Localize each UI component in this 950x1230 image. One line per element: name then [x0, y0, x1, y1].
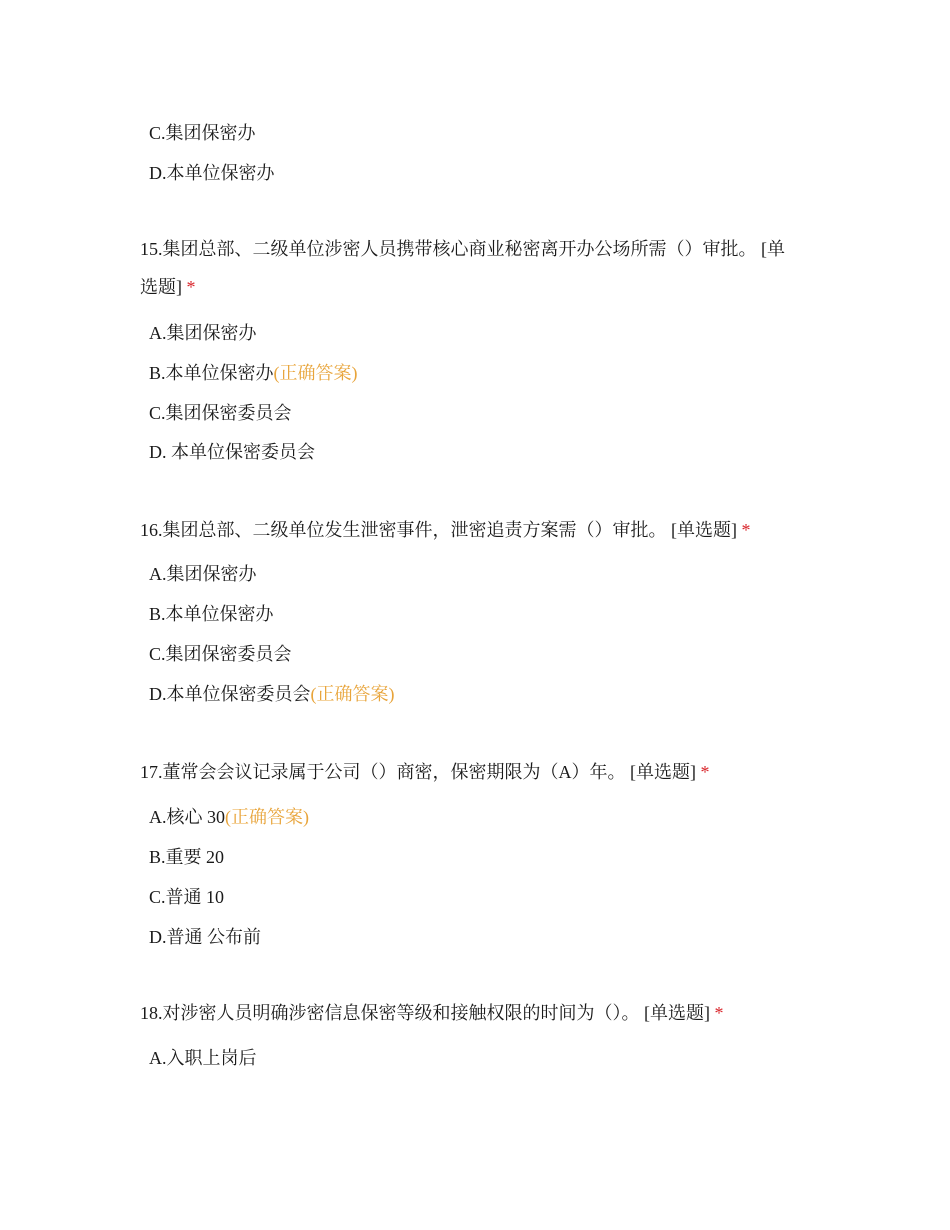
correct-answer-tag: (正确答案) [310, 684, 395, 704]
q16-option-b[interactable] [149, 602, 274, 626]
option-d[interactable] [149, 161, 275, 185]
question-text: 15.集团总部、二级单位涉密人员携带核心商业秘密离开办公场所需（）审批。 [单 [140, 239, 785, 259]
q16-option-c[interactable] [149, 642, 292, 666]
option-label: A.入职上岗后 [149, 1048, 257, 1068]
question-17-title [140, 760, 709, 784]
required-star: * [700, 762, 710, 782]
required-star: * [186, 277, 196, 297]
option-label: A.集团保密办 [149, 323, 257, 343]
option-label: B.重要 20 [149, 847, 225, 867]
q18-option-a[interactable] [149, 1046, 257, 1070]
option-label: D.普通 公布前 [149, 927, 261, 947]
question-text: 16.集团总部、二级单位发生泄密事件，泄密追责方案需（）审批。 [单选题] [140, 520, 737, 540]
option-label: C.普通 10 [149, 887, 225, 907]
question-text: 17.董常会会议记录属于公司（）商密，保密期限为（A）年。 [单选题] [140, 762, 696, 782]
q15-option-c[interactable] [149, 401, 292, 425]
option-label: C.集团保密委员会 [149, 644, 292, 664]
option-label: D.本单位保密办 [149, 163, 275, 183]
option-label: A.核心 30 [149, 807, 225, 827]
q17-option-a[interactable] [149, 805, 309, 829]
question-15-title-cont [140, 275, 196, 299]
option-label: B.本单位保密办 [149, 604, 274, 624]
option-c[interactable] [149, 121, 256, 145]
q17-option-c[interactable] [149, 885, 224, 909]
q17-option-d[interactable] [149, 925, 261, 949]
option-label: A.集团保密办 [149, 564, 257, 584]
question-16-title [140, 518, 751, 542]
option-label: B.本单位保密办 [149, 363, 274, 383]
question-18-title [140, 1001, 724, 1025]
question-text: 18.对涉密人员明确涉密信息保密等级和接触权限的时间为（）。 [单选题] [140, 1003, 710, 1023]
option-label: D.本单位保密委员会 [149, 684, 311, 704]
q15-option-a[interactable] [149, 321, 257, 345]
q15-option-d[interactable] [149, 440, 315, 464]
question-text: 选题] [140, 277, 182, 297]
option-label: C.集团保密办 [149, 123, 256, 143]
correct-answer-tag: (正确答案) [273, 363, 358, 383]
q15-option-b[interactable] [149, 361, 358, 385]
required-star: * [741, 520, 751, 540]
option-label: D. 本单位保密委员会 [149, 442, 315, 462]
required-star: * [714, 1003, 724, 1023]
q16-option-d[interactable] [149, 682, 395, 706]
q17-option-b[interactable] [149, 845, 224, 869]
correct-answer-tag: (正确答案) [225, 807, 309, 827]
question-15-title [140, 237, 785, 261]
q16-option-a[interactable] [149, 562, 257, 586]
option-label: C.集团保密委员会 [149, 403, 292, 423]
